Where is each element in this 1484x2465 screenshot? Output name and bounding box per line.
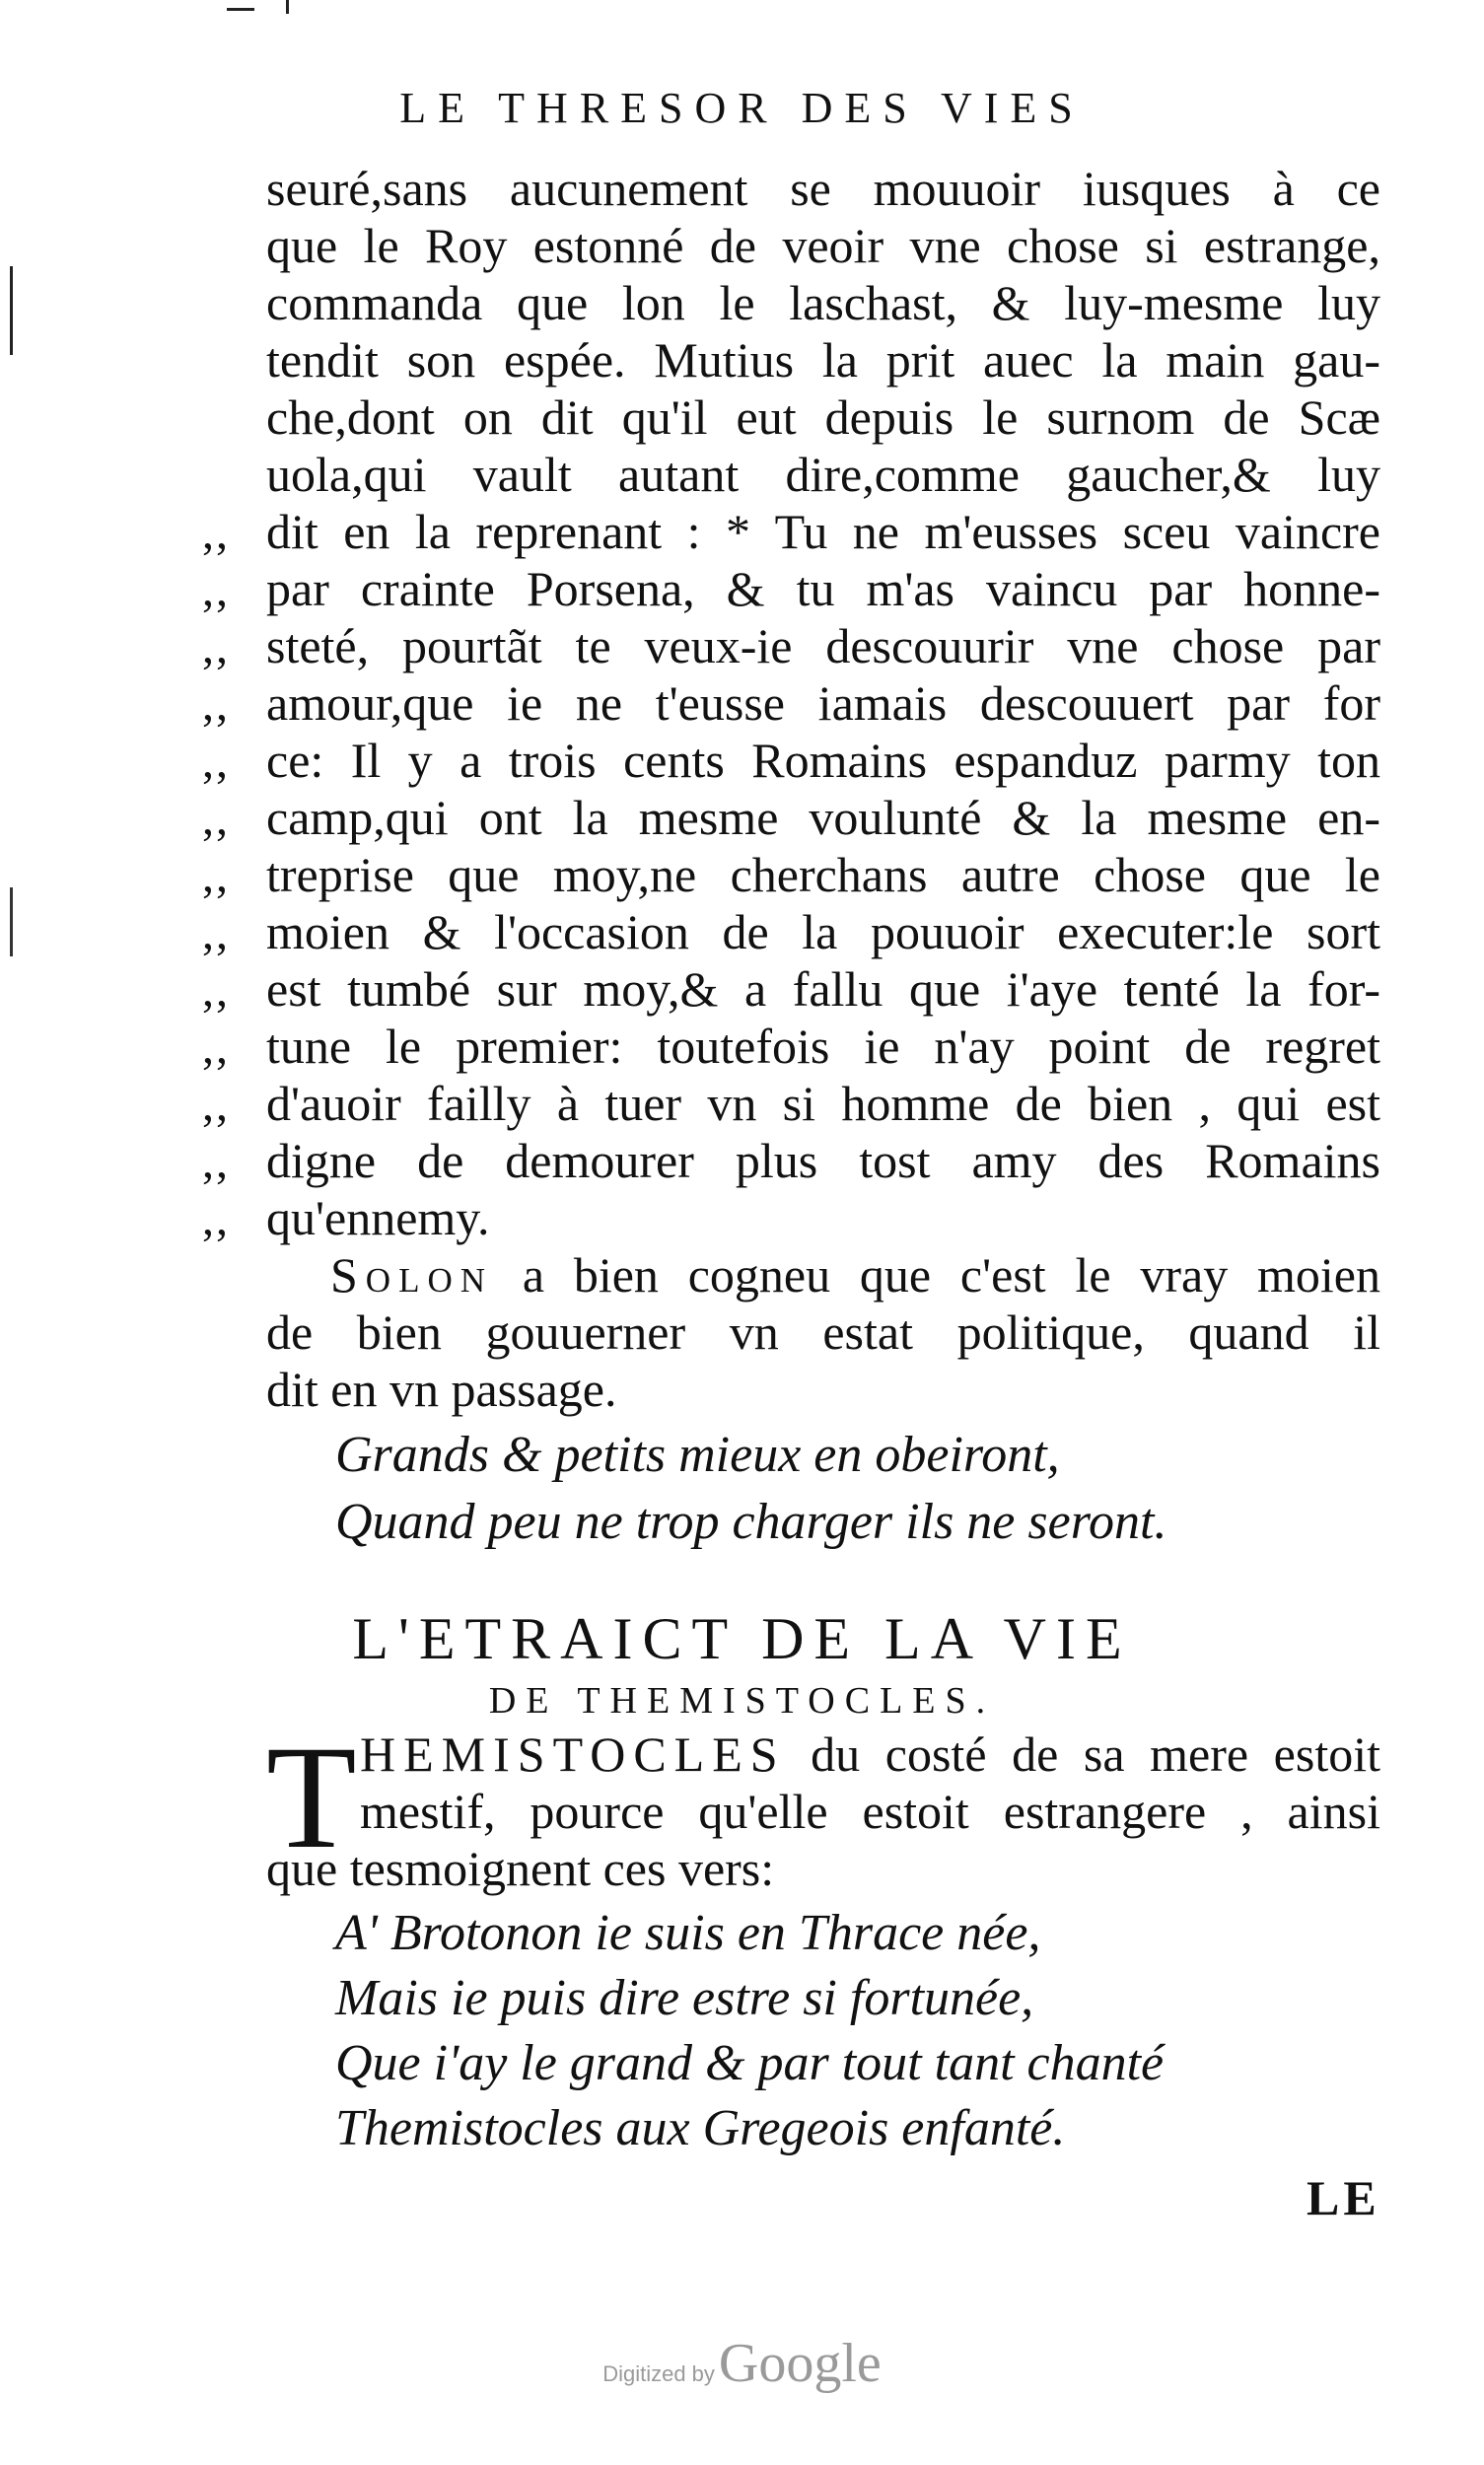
quote-margin-mark: ,, [202, 964, 230, 1017]
quote-margin-mark: ,, [202, 564, 230, 616]
solon-line: de bien gouuerner vn estat politique, quand il [266, 1304, 1380, 1360]
quote-margin-mark: ,, [202, 507, 230, 559]
quoted-line: dit en la reprenant : * Tu ne m'eusses sceu vaincre [266, 504, 1380, 559]
quote-margin-mark: ,, [202, 1079, 230, 1131]
body-line: commanda que lon le laschast, & luy-mesme luy [266, 275, 1380, 330]
quote-margin-mark: ,, [202, 1021, 230, 1074]
quote-margin-mark: ,, [202, 1193, 230, 1245]
quoted-line: ce: Il y a trois cents Romains espanduz parmy ton [266, 733, 1380, 788]
quote-margin-mark: ,, [202, 736, 230, 788]
quoted-line: treprise que moy,ne cherchans autre chose que le [266, 847, 1380, 902]
body-line: uola,qui vault autant dire,comme gaucher,& luy [266, 447, 1380, 502]
drop-cap: T [266, 1716, 357, 1879]
body-line: tendit son espée. Mutius la prit auec la main gau- [266, 332, 1380, 387]
poem-line: Que i'ay le grand & par tout tant chanté [335, 2035, 1165, 2091]
margin-rule [10, 887, 13, 956]
themistocles-text: du costé de sa mere estoit [811, 1726, 1380, 1782]
quoted-line: par crainte Porsena, & tu m'as vaincu par honne- [266, 561, 1380, 616]
poem-line: A' Brotonon ie suis en Thrace née, [335, 1905, 1041, 1961]
solon-line [330, 1246, 1380, 1303]
quoted-line: amour,que ie ne t'eusse iamais descouuert par for [266, 675, 1380, 731]
quote-margin-mark: ,, [202, 678, 230, 731]
themistocles-line [360, 1726, 1380, 1783]
quote-margin-mark: ,, [202, 850, 230, 902]
quote-margin-mark: ,, [202, 793, 230, 845]
section-title: L'ETRAICT DE LA VIE [352, 1606, 1132, 1671]
quote-margin-mark: ,, [202, 907, 230, 959]
poem-line: Themistocles aux Gregeois enfanté. [335, 2100, 1066, 2156]
quote-margin-mark: ,, [202, 621, 230, 673]
quoted-line: digne de demourer plus tost amy des Romains [266, 1133, 1380, 1188]
section-subtitle: DE THEMISTOCLES. [488, 1680, 996, 1722]
digitized-watermark [0, 2332, 1484, 2395]
themistocles-name: HEMISTOCLES [360, 1726, 786, 1782]
running-header: LE THRESOR DES VIES [399, 84, 1085, 132]
watermark-small-text: Digitized by [602, 2361, 715, 2386]
themistocles-line: que tesmoignent ces vers: [266, 1841, 775, 1896]
poem-line: Grands & petits mieux en obeiront, [335, 1427, 1060, 1483]
quoted-line: qu'ennemy. [266, 1190, 490, 1245]
poem-line: Quand peu ne trop charger ils ne seront. [335, 1494, 1167, 1550]
quoted-line: est tumbé sur moy,& a fallu que i'aye tenté la for- [266, 961, 1380, 1017]
scan-mark [286, 0, 289, 14]
quote-margin-mark: ,, [202, 1136, 230, 1188]
margin-rule [10, 266, 13, 355]
poem-line: Mais ie puis dire estre si fortunée, [335, 1970, 1034, 2026]
body-line: que le Roy estonné de veoir vne chose si estrange, [266, 218, 1380, 273]
quoted-line: moien & l'occasion de la pouuoir executer:le sort [266, 904, 1380, 959]
scan-mark [227, 8, 254, 11]
quoted-line: d'auoir failly à tuer vn si homme de bien , qui est [266, 1076, 1380, 1131]
themistocles-line: mestif, pource qu'elle estoit estrangere , ainsi [360, 1784, 1380, 1839]
quoted-line: camp,qui ont la mesme voulunté & la mesme en- [266, 790, 1380, 845]
quoted-line: steté, pourtãt te veux-ie descouurir vne chose par [266, 618, 1380, 673]
catchword: LE [1307, 2170, 1380, 2225]
watermark-logo-text: Google [718, 2333, 882, 2394]
solon-name: Solon [330, 1247, 494, 1303]
body-line: seuré,sans aucunement se mouuoir iusques à ce [266, 161, 1380, 216]
solon-text: a bien cogneu que c'est le vray moien [522, 1247, 1381, 1303]
body-line: che,dont on dit qu'il eut depuis le surnom de Scæ [266, 389, 1380, 445]
solon-line: dit en vn passage. [266, 1362, 617, 1417]
quoted-line: tune le premier: toutefois ie n'ay point de regret [266, 1019, 1380, 1074]
